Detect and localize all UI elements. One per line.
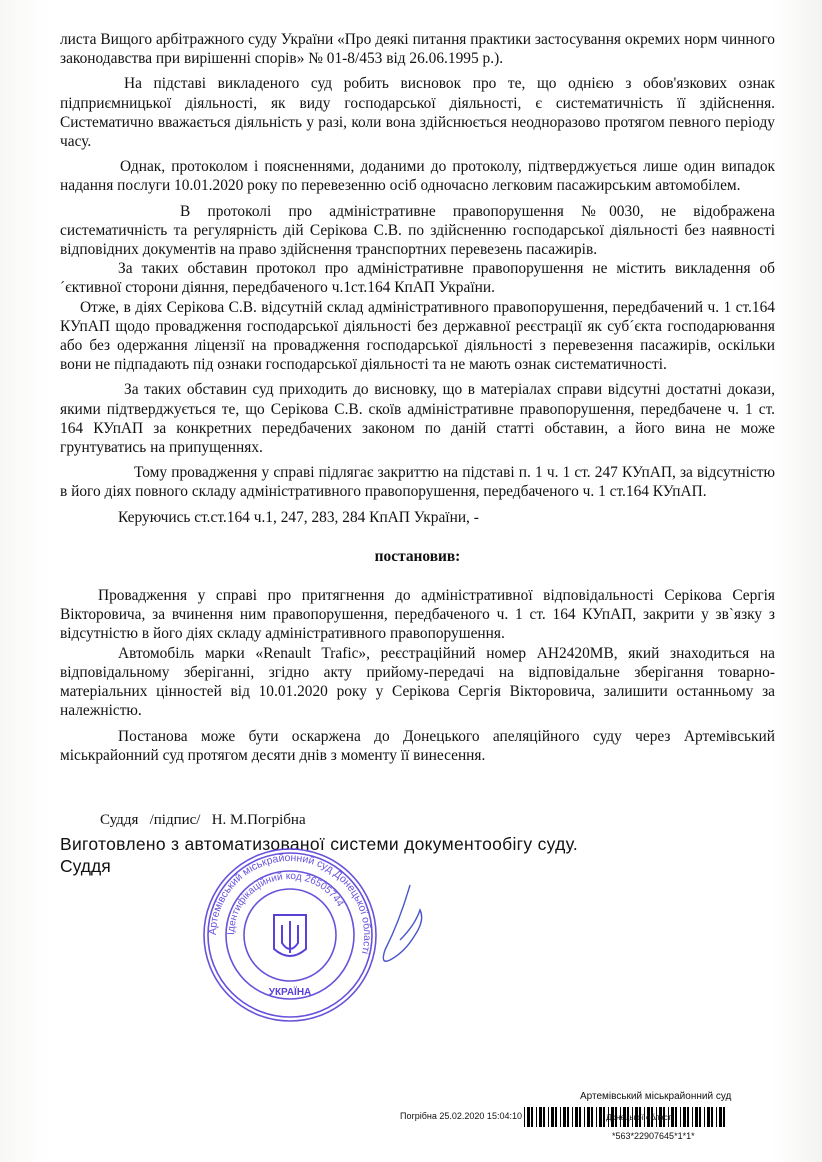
barcode-bar [683, 1107, 686, 1127]
barcode-bar [695, 1107, 698, 1127]
barcode-bar [527, 1107, 530, 1127]
barcode-bar [599, 1107, 602, 1127]
paragraph: Отже, в діях Серікова С.В. відсутній склад адміністративного правопорушення, передбачений ч. 1 ст.164 КУпАП щодо провадження господарської діяльності без державної реєстрації як суб´єкта господарювання або без одержання ліцензії на провадження господарської діяльності з перевезення пасажирів, оскільки вони не підпадають під ознаки господарської діяльності та не мають ознак систематичності. [60, 298, 775, 374]
judge-label: Суддя [60, 856, 111, 876]
barcode-bar [567, 1107, 569, 1127]
barcode-bar [531, 1107, 533, 1127]
barcode-bar [584, 1107, 585, 1127]
stamp-inner-text: Ідентифікаційний код 26505744 [225, 870, 346, 936]
barcode-bar [560, 1107, 561, 1127]
paragraph: Тому провадження у справі підлягає закриттю на підставі п. 1 ч. 1 ст. 247 КУпАП, за відсутністю в його діях повного складу адміністративного правопорушення, передбаченого ч. 1 ст.164 КУпАП. [60, 464, 775, 501]
decision-heading: постановив: [374, 547, 461, 565]
barcode-bar [716, 1107, 717, 1127]
barcode-bar [587, 1107, 590, 1127]
barcode-bar [563, 1107, 566, 1127]
barcode-bar [699, 1107, 701, 1127]
barcode-bar [539, 1107, 542, 1127]
paragraph: За таких обставин протокол про адміністративне правопорушення не містить викладення об´єктивної сторони діяння, передбаченого ч.1ст.164 КпАП України. [60, 260, 775, 297]
document-body [60, 30, 775, 765]
footer-region: Донецької області [606, 1113, 674, 1122]
handwritten-signature [370, 880, 440, 980]
barcode-bar [524, 1107, 525, 1127]
barcode-bar [603, 1107, 605, 1127]
barcode-bar [572, 1107, 573, 1127]
barcode-bar [707, 1107, 710, 1127]
judge-signature-line: Суддя /підпис/ Н. М.Погрібна [100, 812, 306, 828]
barcode-bar [579, 1107, 581, 1127]
barcode-bar [723, 1107, 725, 1127]
barcode-bar [596, 1107, 597, 1127]
footer-code: *563*22907645*1*1* [612, 1131, 695, 1141]
decision-paragraph: Провадження у справі про притягнення до адміністративної відповідальності Серікова Сергія Вікторовича, за вчинення ним правопорушення, передбаченого ч. 1 ст. 164 КУпАП, закрити у зв`язку з відсутністю в його діях складу адміністративного правопорушення. [60, 587, 775, 643]
decision-paragraph: Автомобіль марки «Renault Trafic», реєстраційний номер АН2420МВ, який знаходиться на відповідальному зберіганні, згідно акту прийому-передачі на відповідальне зберігання товарно-матеріальних цінностей від 10.01.2020 року у Серікова Сергія Вікторовича, залишити останньому за належністю. [60, 644, 775, 720]
court-stamp [200, 845, 380, 1025]
barcode-bar [704, 1107, 705, 1127]
barcode-bar [591, 1107, 593, 1127]
generated-note: Виготовлено з автоматизованої системи документообігу суду. [60, 834, 579, 854]
barcode-bar [692, 1107, 693, 1127]
barcode-bar [711, 1107, 713, 1127]
barcode-bar [555, 1107, 557, 1127]
trident-emblem-icon [274, 915, 306, 956]
paragraph: В протоколі про адміністративне правопорушення №0030, не відображена систематичність та регулярність дій Серікова С.В. по здійсненню господарської діяльності без наявності відповідних документів на право здійснення транспортних перевезень пасажирів. [60, 202, 775, 259]
barcode-bar [719, 1107, 722, 1127]
barcode-bar [548, 1107, 549, 1127]
barcode-bar [543, 1107, 545, 1127]
paragraph: За таких обставин суд приходить до висновку, що в матеріалах справи відсутні достатні докази, якими підтверджується те, що Серікова С.В. скоїв адміністративне правопорушення, передбачене ч. 1 ст. 164 КУпАП за конкретних передбачених законом по даній статті обставин, а його вина не може грунтуватись на припущеннях. [60, 381, 775, 457]
stamp-outer-text: Артемівський міськрайонний суд Донецької області [206, 851, 374, 956]
footer-signed: Погрібна 25.02.2020 15:04:10 [400, 1111, 522, 1121]
paragraph: Керуючись ст.ст.164 ч.1, 247, 283, 284 КпАП України, - [118, 508, 479, 526]
barcode-bar [675, 1107, 677, 1127]
paragraph: Однак, протоколом і поясненнями, доданими до протоколу, підтверджується лише один випадок надання послуги 10.01.2020 року по перевезенню осіб одночасно легковим пасажирським автомобілем. [60, 158, 775, 195]
decision-paragraph: Постанова може бути оскаржена до Донецького апеляційного суду через Артемівський міськрайонний суд протягом десяти днів з моменту її винесення. [60, 727, 775, 764]
barcode-bar [680, 1107, 681, 1127]
barcode-bar [575, 1107, 578, 1127]
footer-court: Артемівський міськрайонний суд [580, 1091, 732, 1102]
stamp-bottom-text: УКРАЇНА [268, 987, 312, 998]
barcode-bar [551, 1107, 554, 1127]
paragraph: На підставі викладеного суд робить висновок про те, що однією з обов'язкових ознак підприємницької діяльності, як виду господарської діяльності, є систематичність її здійснення. Систематично вважається діяльність у разі, коли вона здійснюється неодноразово протягом певного періоду часу. [60, 75, 775, 151]
barcode-bar [536, 1107, 537, 1127]
paragraph: листа Вищого арбітражного суду України «Про деякі питання практики застосування окремих норм чинного законодавства при вирішенні спорів» № 01-8/453 від 26.06.1995 р.). [60, 31, 775, 68]
document-footer [400, 1085, 800, 1155]
barcode-bar [687, 1107, 689, 1127]
